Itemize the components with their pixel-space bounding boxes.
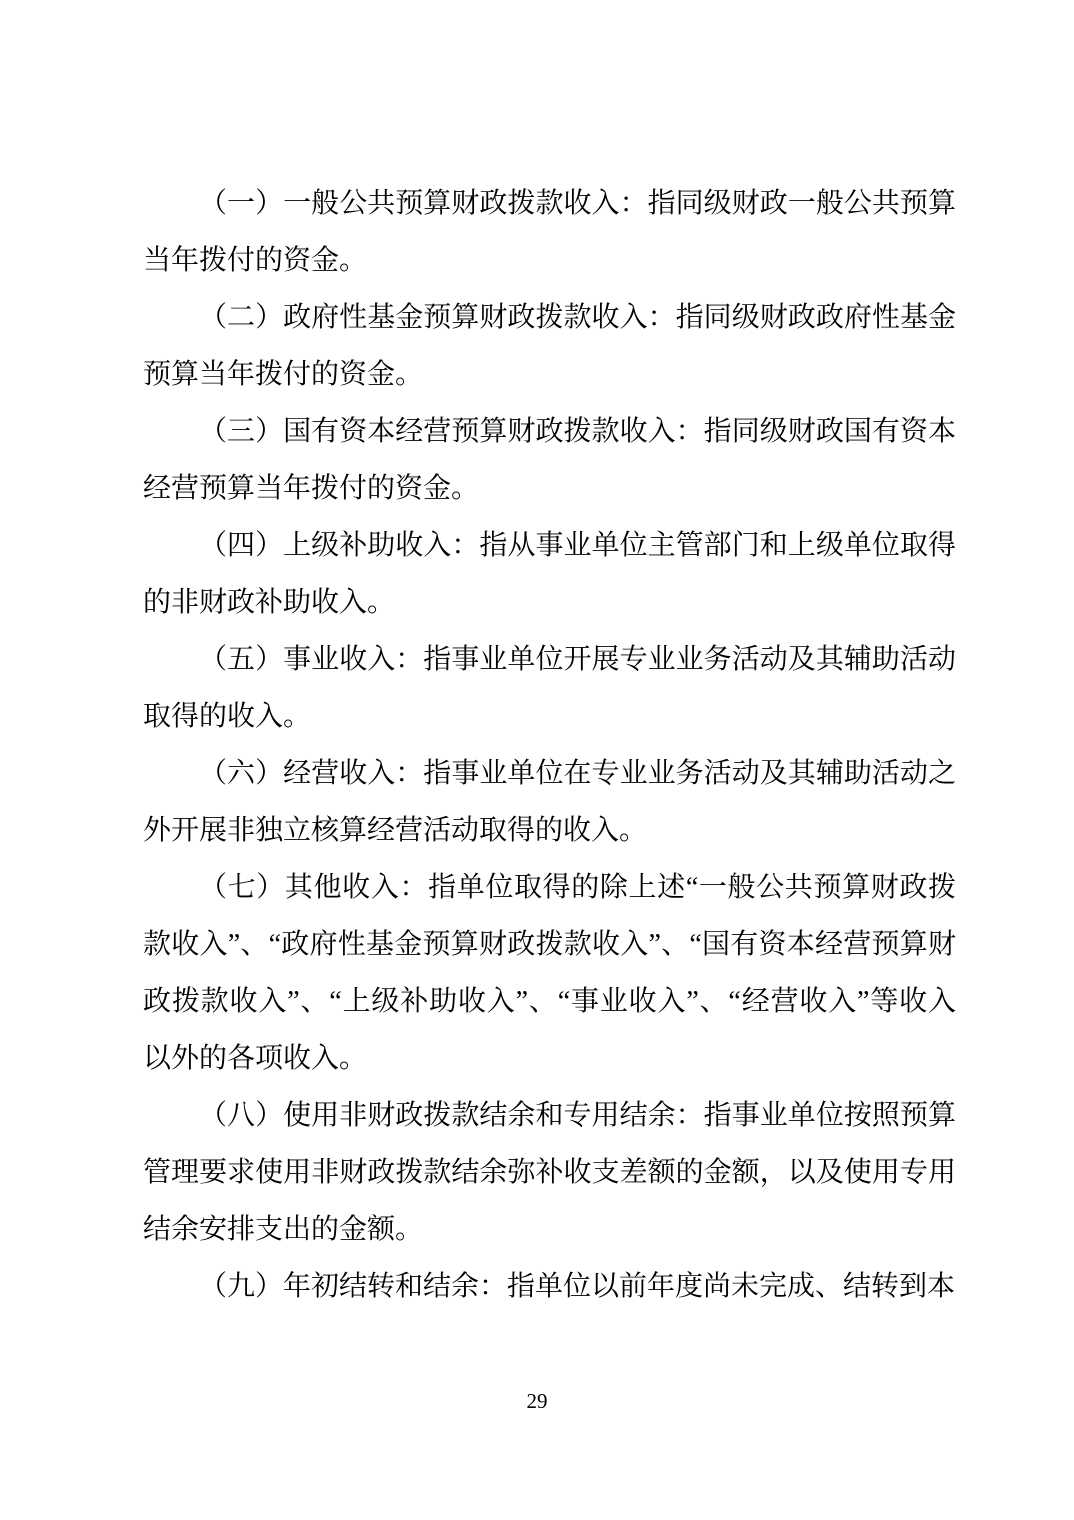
paragraph-operating-income: （六）经营收入：指事业单位在专业业务活动及其辅助活动之外开展非独立核算经营活动取得的收入。: [143, 758, 956, 846]
paragraph-institution-income: （五）事业收入：指事业单位开展专业业务活动及其辅助活动取得的收入。: [143, 644, 956, 732]
page-footer: [0, 1389, 1074, 1413]
paragraph-state-capital-operation-budget-appropriation: （三）国有资本经营预算财政拨款收入：指同级财政国有资本经营预算当年拨付的资金。: [143, 416, 956, 504]
paragraph-other-income: （七）其他收入：指单位取得的除上述“一般公共预算财政拨款收入”、“政府性基金预算财政拨款收入”、“国有资本经营预算财政拨款收入”、“上级补助收入”、“事业收入”、“经营收入”等收入以外的各项收入。: [143, 872, 956, 1074]
document-body: [143, 175, 956, 1315]
paragraph-government-fund-budget-appropriation: （二）政府性基金预算财政拨款收入：指同级财政政府性基金预算当年拨付的资金。: [143, 302, 956, 390]
page-number: 29: [526, 1389, 548, 1413]
paragraph-superior-subsidy-income: （四）上级补助收入：指从事业单位主管部门和上级单位取得的非财政补助收入。: [143, 530, 956, 618]
paragraph-beginning-year-carryover: （九）年初结转和结余：指单位以前年度尚未完成、结转到本: [199, 1271, 956, 1302]
paragraph-general-public-budget-appropriation: （一）一般公共预算财政拨款收入：指同级财政一般公共预算当年拨付的资金。: [143, 188, 956, 276]
paragraph-non-fiscal-surplus-usage: （八）使用非财政拨款结余和专用结余：指事业单位按照预算管理要求使用非财政拨款结余弥补收支差额的金额，以及使用专用结余安排支出的金额。: [143, 1100, 956, 1245]
